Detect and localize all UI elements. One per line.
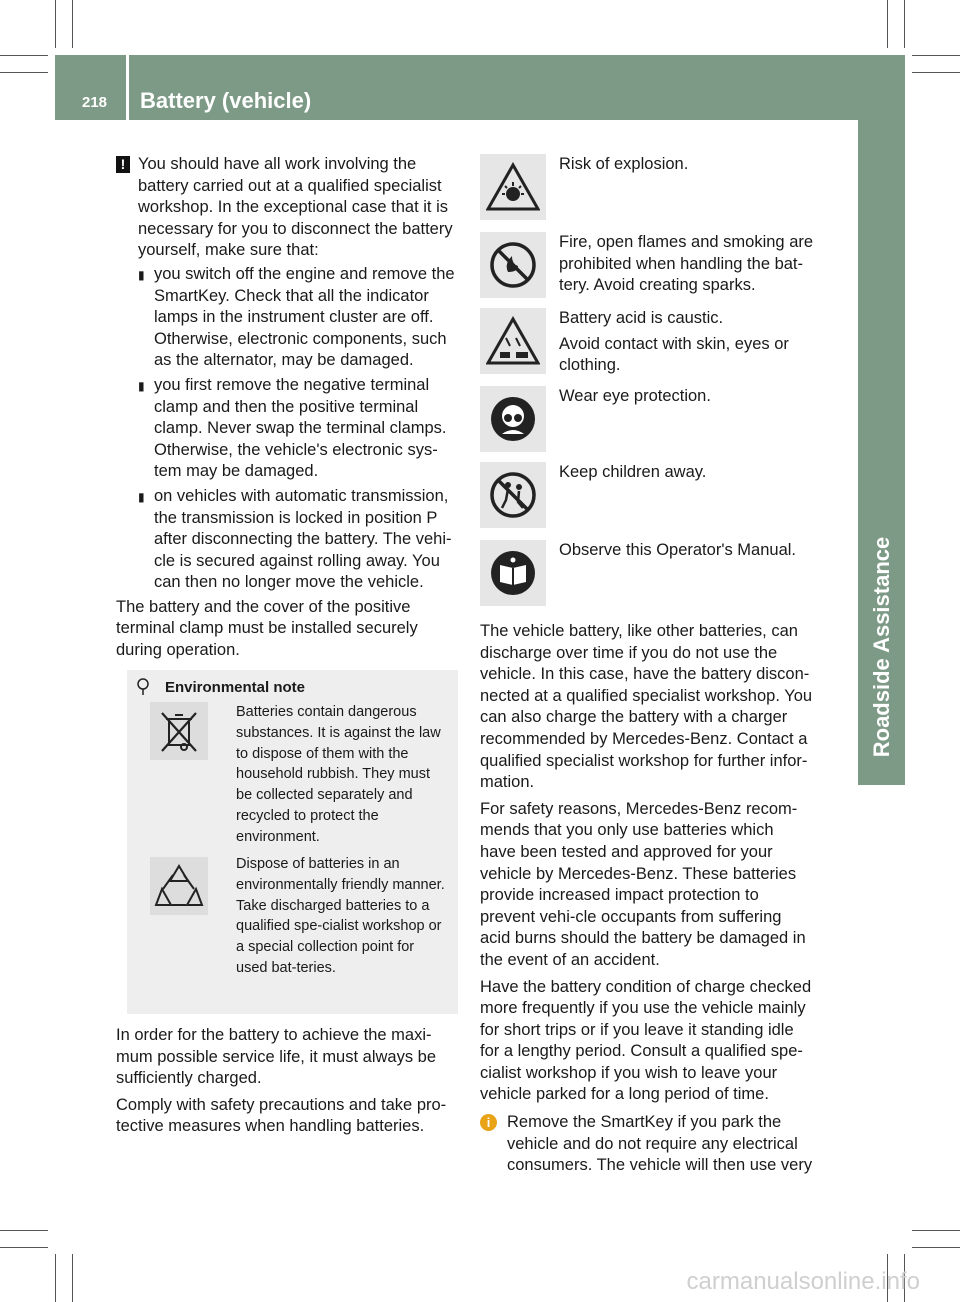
left-column: [116, 154, 460, 667]
info-icon: i: [480, 1114, 497, 1131]
symbol-text: [559, 308, 814, 381]
crop-mark: [904, 0, 905, 48]
environmental-note-text: Batteries contain dangerous substances. It is against the law to dispose of them with the household rubbish. They must be collected separately and recycled to protect the environment.: [236, 704, 441, 845]
symbol-text: [559, 386, 814, 412]
symbol-line: Fire, open flames and smoking are prohibited when handling the bat-tery. Avoid creating sparks.: [559, 233, 814, 295]
paragraph: The vehicle battery, like other batteries, can discharge over time if you do not use the vehicle. In this case, have the battery discon-nected at a qualified specialist workshop. You can also charge the battery with a charger recommended by Mercedes-Benz. Contact a qualified specialist workshop for further infor-mation.: [480, 622, 813, 792]
watermark: carmanualsonline.info: [686, 1268, 920, 1295]
symbol-text: [559, 462, 814, 488]
explosion-warning-icon: [480, 154, 546, 220]
warning-note: [116, 154, 460, 662]
bullet-text: you first remove the negative terminal clamp and then the positive terminal clamp. Never swap the terminal clamps. Otherwise, the vehicle's electronic sys-tem may be damaged.: [154, 375, 447, 481]
environmental-note: [127, 670, 458, 1014]
paragraph: Have the battery condition of charge checked more frequently if you use the vehicle mainly for short trips or if you leave it standing idle for a lengthy period. Consult a qualified spe-cialist workshop if you wish to leave your vehicle parked for a long period of time.: [480, 977, 812, 1104]
paragraph: In order for the battery to achieve the maxi-mum possible service life, it must always be sufficiently charged.: [116, 1026, 437, 1088]
symbol-text: [559, 540, 814, 566]
crop-mark: [912, 1230, 960, 1231]
bullet-icon: ▮: [138, 489, 145, 504]
symbol-text: [559, 232, 814, 301]
crop-mark: [72, 1254, 73, 1302]
no-fire-icon: [480, 232, 546, 298]
crop-mark: [0, 55, 48, 56]
list-item: [138, 264, 460, 372]
info-text: Remove the SmartKey if you park the vehicle and do not require any electrical consumers. The vehicle will then use very: [507, 1113, 813, 1175]
bullet-icon: ▮: [138, 378, 145, 393]
left-lower-text: [116, 1025, 460, 1143]
symbol-line: Keep children away.: [559, 463, 707, 481]
leaf-icon: [135, 678, 151, 696]
page-title: Battery (vehicle): [140, 88, 312, 113]
acid-warning-icon: [480, 308, 546, 374]
manual-icon: [480, 540, 546, 606]
crop-mark: [0, 1230, 48, 1231]
warning-icon: !: [116, 156, 130, 173]
environmental-note-text: Dispose of batteries in an environmentally friendly manner. Take discharged batteries to a qualified spe-cialist workshop or a special collection point for used bat-teries.: [236, 856, 445, 976]
symbol-line: Observe this Operator's Manual.: [559, 541, 797, 559]
crop-mark: [0, 1247, 48, 1248]
symbol-line: Wear eye protection.: [559, 387, 711, 405]
bullet-text: on vehicles with automatic transmission, the transmission is locked in position P after disconnecting the battery. The vehi-cle is secured against rolling away. You can then no longer move the vehicle.: [154, 486, 452, 592]
symbol-line: Avoid contact with skin, eyes or clothing.: [559, 334, 789, 375]
warning-text: You should have all work involving the battery carried out at a qualified specialist workshop. In the exceptional case that it is necessary for you to disconnect the battery yourself, make sure that:: [138, 155, 453, 260]
recycle-icon: [150, 857, 208, 915]
symbol-line: Battery acid is caustic.: [559, 309, 724, 327]
crop-mark: [887, 0, 888, 48]
crop-mark: [72, 0, 73, 48]
symbol-text: [559, 154, 814, 180]
bullet-icon: ▮: [138, 267, 145, 282]
right-lower-text: [480, 621, 813, 1177]
list-item: [138, 486, 460, 594]
side-tab-label: Roadside Assistance: [869, 536, 894, 758]
crop-mark: [0, 72, 48, 73]
header-divider: [126, 55, 129, 120]
crop-mark: [912, 72, 960, 73]
info-note: [480, 1112, 813, 1177]
list-item: [138, 375, 460, 483]
eye-protection-icon: [480, 386, 546, 452]
symbol-line: Risk of explosion.: [559, 155, 689, 173]
environmental-note-header: [135, 678, 305, 696]
crop-mark: [912, 55, 960, 56]
warning-after-text: The battery and the cover of the positive terminal clamp must be installed securely during operation.: [116, 597, 418, 660]
bullet-text: you switch off the engine and remove the SmartKey. Check that all the indicator lamps in the instrument cluster are off. Otherwise, electronic components, such as the alternator, may be damaged.: [154, 264, 455, 370]
crop-mark: [55, 1254, 56, 1302]
paragraph: For safety reasons, Mercedes-Benz recom-mends that you only use batteries which have been tested and approved for your vehicle by Mercedes-Benz. These batteries provide increased impact protection to prevent vehi-cle occupants from suffering acid burns should the battery be damaged in the event of an accident.: [480, 799, 806, 969]
crossed-bin-icon: [150, 702, 208, 760]
crop-mark: [912, 1247, 960, 1248]
crop-mark: [55, 0, 56, 48]
page-number: 218: [82, 94, 108, 111]
paragraph: Comply with safety precautions and take pro-tective measures when handling batteries.: [116, 1095, 447, 1136]
keep-children-away-icon: [480, 462, 546, 528]
environmental-note-title: Environmental note: [165, 678, 306, 696]
